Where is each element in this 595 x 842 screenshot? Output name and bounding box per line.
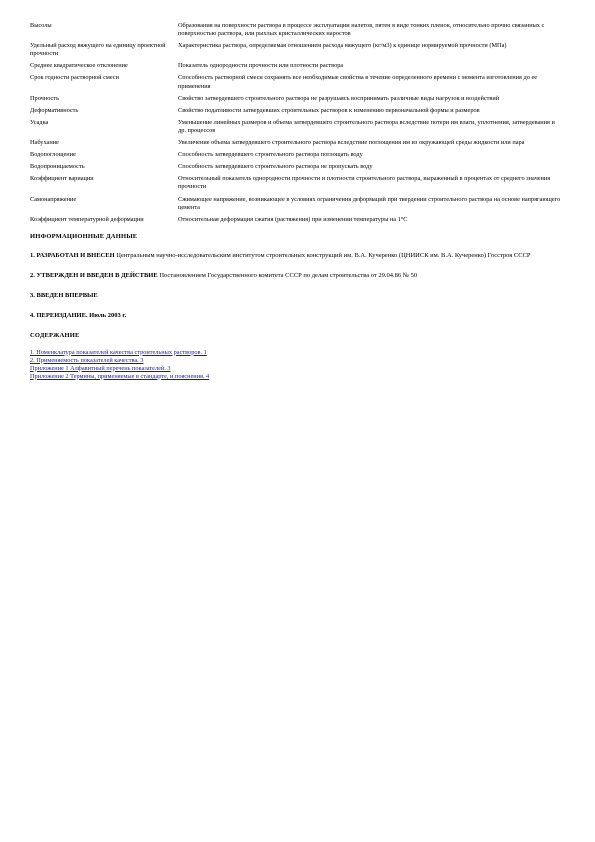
info-item-label: 4. ПЕРЕИЗДАНИЕ. Июль 2003 г. [30, 311, 127, 319]
term-name: Коэффициент температурной деформации [30, 215, 144, 223]
info-section [30, 251, 570, 320]
contents-title: СОДЕРЖАНИЕ [30, 331, 80, 339]
terms-table [30, 22, 570, 228]
term-definition: Уменьшение линейных размеров и объема затвердевшего строительного раствора вследствие потери им влаги, уплотнения, затвердевания и др. процессов [178, 118, 555, 134]
term-row [30, 119, 570, 139]
term-definition: Образования на поверхности раствора в процессе эксплуатации налетов, пятен в виде тонких пленок, относительно прочно связанных с поверхностью раствора, или рыхлых кристаллических наростов [178, 22, 545, 38]
toc-link[interactable]: 1. Номенклатура показателей качества строительных растворов. 1 [30, 348, 207, 356]
term-row [30, 95, 570, 107]
term-row [30, 42, 570, 62]
term-name: Среднее квадратическое отклонение [30, 62, 128, 70]
info-item [30, 271, 570, 280]
term-definition: Способность растворной смеси сохранять все необходимые свойства в течение определенного времени с момента изготовления до ее применения [178, 74, 538, 90]
term-definition: Характеристика раствора, определяемая отношением расхода вяжущего (кг/м3) к единице нормируемой прочности (МПа) [178, 42, 507, 50]
term-name: Высолы [30, 22, 52, 29]
term-definition: Способность затвердевшего строительного раствора не пропускать воду [178, 163, 373, 171]
term-definition: Свойство податливости затвердевших строительных растворов к изменению первоначальной формы и размеров [178, 106, 480, 114]
term-row [30, 22, 570, 42]
table-of-contents [30, 349, 570, 381]
info-item-text: Постановлением Государственного комитета СССР по делам строительства от 29.04.86 № 50 [157, 271, 418, 279]
term-row [30, 139, 570, 151]
term-name: Водопроницаемость [30, 163, 85, 171]
term-row [30, 62, 570, 74]
info-item-label: 1. РАЗРАБОТАН И ВНЕСЕН [30, 251, 115, 259]
info-section-title: ИНФОРМАЦИОННЫЕ ДАННЫЕ [30, 232, 138, 240]
term-definition: Относительная деформация сжатия (растяжения) при изменении температуры на 1°С [178, 215, 408, 223]
toc-link[interactable]: 2. Применяемость показателей качества. 3 [30, 356, 144, 364]
info-item-text: Центральным научно-исследовательским институтом строительных конструкций им. В.А. Кучеренко (ЦНИИСК им. В.А. Кучеренко) Госстроя СССР [114, 251, 531, 259]
term-name: Коэффициент вариации [30, 175, 94, 183]
term-definition: Увеличение объема затвердевшего строительного раствора вследствие поглощения им из окружающей среды жидкости или пара [178, 139, 525, 147]
term-definition: Относительный показатель однородности прочности и плотности строительного раствора, выраженный в процентах от среднего значения прочности [178, 175, 551, 191]
info-item [30, 251, 570, 260]
document-page [30, 22, 570, 381]
term-row [30, 151, 570, 163]
info-item-label: 3. ВВЕДЕН ВПЕРВЫЕ [30, 291, 98, 299]
term-row [30, 175, 570, 195]
term-name: Усадка [30, 118, 49, 126]
term-name: Деформативность [30, 106, 79, 114]
term-name: Срок годности растворной смеси [30, 74, 119, 82]
term-row [30, 196, 570, 216]
info-item [30, 291, 570, 300]
term-definition: Свойство затвердевшего строительного раствора не разрушаясь воспринимать различные виды нагрузок и воздействий [178, 94, 500, 102]
term-row [30, 216, 570, 228]
info-item [30, 311, 570, 320]
term-row [30, 107, 570, 119]
term-definition: Способность затвердевшего строительного раствора поглощать воду [178, 151, 363, 159]
term-name: Самонапряжение [30, 195, 77, 203]
toc-link[interactable]: Приложение 2 Термины, применяемые в стандарте, и пояснения. 4 [30, 372, 210, 380]
term-name: Водопоглощение [30, 151, 76, 159]
term-row [30, 74, 570, 94]
term-row [30, 163, 570, 175]
term-name: Удельный расход вяжущего на единицу проектной прочности [30, 42, 166, 58]
info-item-label: 2. УТВЕРЖДЕН И ВВЕДЕН В ДЕЙСТВИЕ [30, 271, 158, 279]
term-name: Набухание [30, 139, 59, 147]
term-definition: Показатель однородности прочности или плотности раствора [178, 62, 344, 70]
toc-link[interactable]: Приложение 1 Алфавитный перечень показателей. 3 [30, 364, 171, 372]
term-name: Прочность [30, 94, 59, 102]
term-definition: Сжимающее напряжение, возникающее в условиях ограничения деформаций при твердении строительного раствора на основе напрягающего цемента [178, 195, 561, 211]
